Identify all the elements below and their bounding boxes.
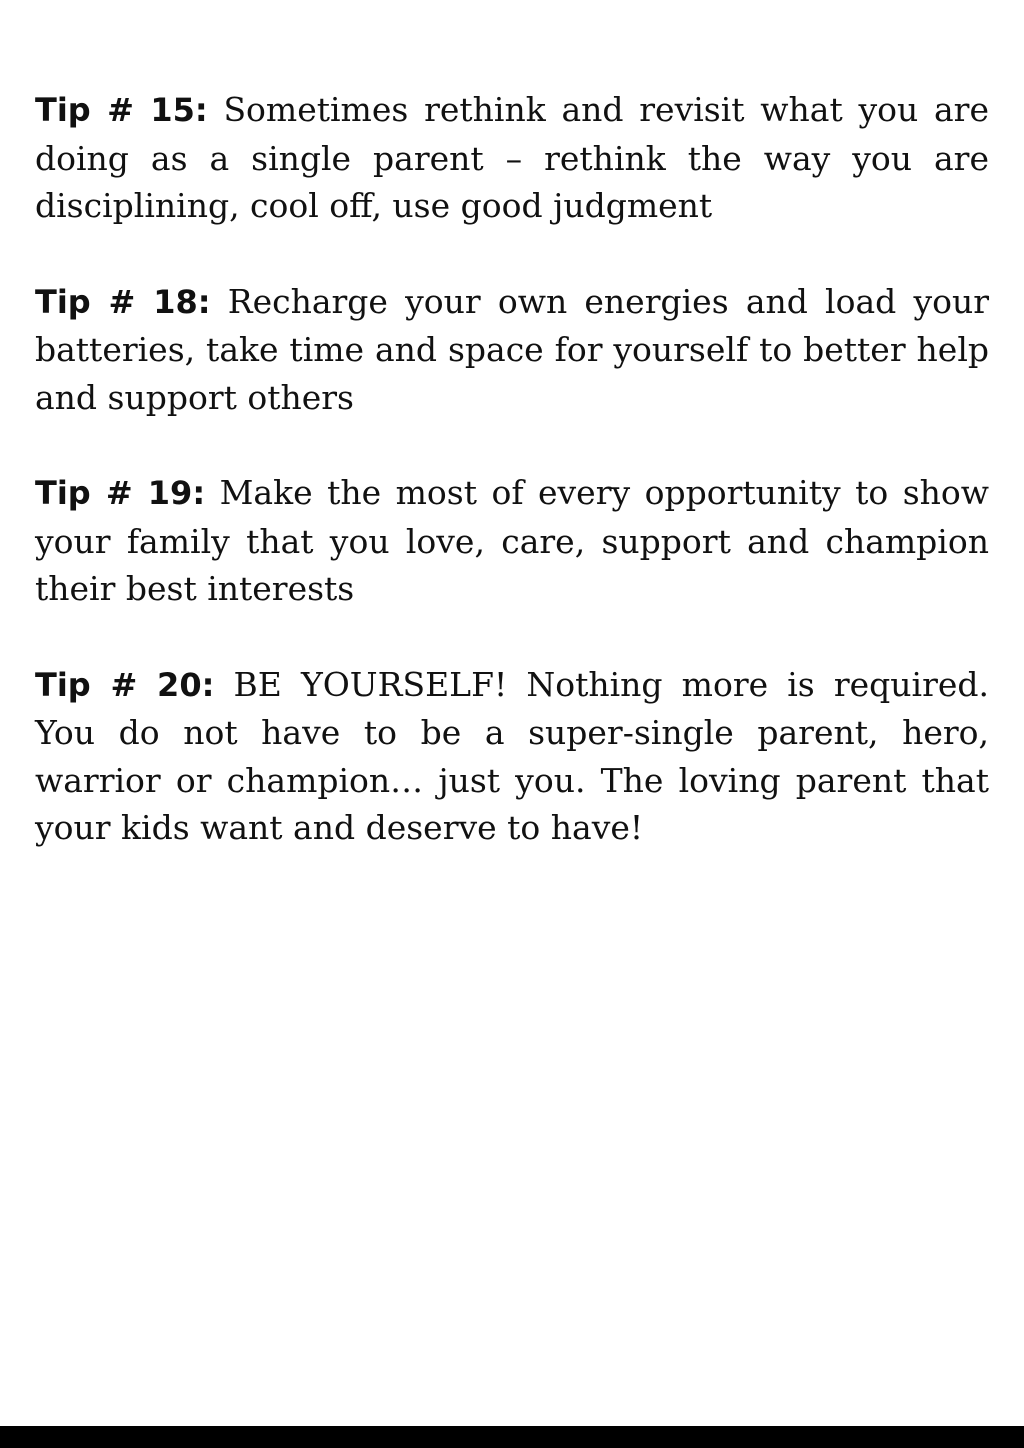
tip-paragraph-18 xyxy=(35,278,989,422)
tips-document xyxy=(35,86,989,900)
tip-text: BE YOURSELF! Nothing more is required. You do not have to be a super-single parent, hero, warrior or champion… just you. The loving parent that your kids want and deserve to have! xyxy=(35,664,990,847)
bottom-border-bar xyxy=(0,1426,1024,1448)
tip-paragraph-19 xyxy=(35,469,989,613)
tip-paragraph-15 xyxy=(35,86,989,230)
tip-text: Sometimes rethink and revisit what you are doing as a single parent – rethink the way you are disciplining, cool off, use good judgment xyxy=(35,90,989,225)
tip-text: Recharge your own energies and load your batteries, take time and space for yourself to better help and support others xyxy=(35,281,989,417)
tip-label: Tip # 20: xyxy=(35,665,215,704)
tip-label: Tip # 15: xyxy=(35,91,208,129)
tip-paragraph-20 xyxy=(35,661,989,852)
tip-label: Tip # 19: xyxy=(35,474,206,512)
tip-text: Make the most of every opportunity to show your family that you love, care, support and champion their best interests xyxy=(35,473,990,608)
tip-label: Tip # 18: xyxy=(35,282,211,321)
